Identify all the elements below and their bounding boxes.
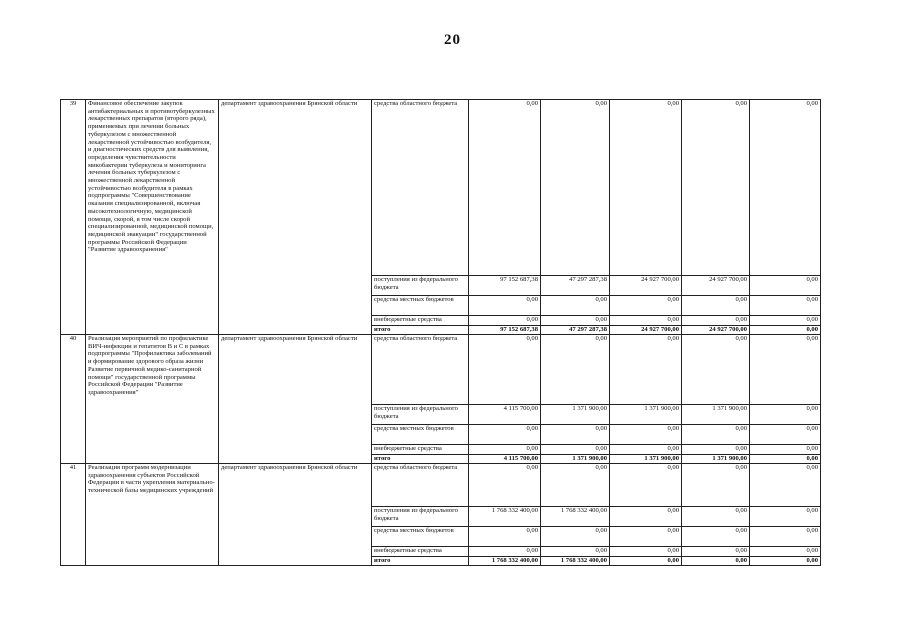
value-cell: 0,00: [610, 316, 682, 326]
value-cell: 0,00: [750, 464, 821, 507]
value-cell: 4 115 700,00: [469, 455, 541, 464]
value-cell: 0,00: [610, 557, 682, 566]
value-cell: 0,00: [750, 326, 821, 335]
value-cell: 0,00: [469, 316, 541, 326]
row-number: 41: [61, 464, 86, 566]
source-label: итого: [372, 326, 469, 335]
value-cell: 0,00: [682, 316, 750, 326]
table-row: [61, 100, 821, 276]
value-cell: 0,00: [682, 464, 750, 507]
value-cell: 0,00: [541, 464, 610, 507]
value-cell: 0,00: [469, 464, 541, 507]
value-cell: 1 371 900,00: [682, 405, 750, 425]
value-cell: 0,00: [541, 316, 610, 326]
value-cell: 97 152 687,38: [469, 326, 541, 335]
value-cell: 0,00: [610, 547, 682, 557]
value-cell: 1 371 900,00: [682, 455, 750, 464]
value-cell: 0,00: [750, 316, 821, 326]
value-cell: 0,00: [682, 445, 750, 455]
value-cell: 1 768 332 400,00: [469, 557, 541, 566]
value-cell: 0,00: [750, 276, 821, 296]
source-label: средства местных бюджетов: [372, 296, 469, 316]
value-cell: 4 115 700,00: [469, 405, 541, 425]
value-cell: 0,00: [682, 335, 750, 405]
value-cell: 47 297 287,38: [541, 276, 610, 296]
value-cell: 0,00: [750, 100, 821, 276]
source-label: итого: [372, 557, 469, 566]
value-cell: 0,00: [469, 547, 541, 557]
executor: департамент здравоохранения Брянской области: [219, 464, 372, 566]
executor: департамент здравоохранения Брянской области: [219, 335, 372, 464]
value-cell: 0,00: [610, 425, 682, 445]
value-cell: 0,00: [750, 455, 821, 464]
value-cell: 0,00: [541, 445, 610, 455]
value-cell: 24 927 700,00: [610, 276, 682, 296]
source-label: внебюджетные средства: [372, 445, 469, 455]
value-cell: 0,00: [682, 296, 750, 316]
value-cell: 0,00: [469, 445, 541, 455]
value-cell: 0,00: [541, 100, 610, 276]
value-cell: 0,00: [610, 507, 682, 527]
page-number: 20: [444, 32, 461, 48]
row-number: 39: [61, 100, 86, 335]
value-cell: 0,00: [469, 100, 541, 276]
source-label: средства областного бюджета: [372, 100, 469, 276]
value-cell: 0,00: [750, 405, 821, 425]
source-label: поступления из федерального бюджета: [372, 405, 469, 425]
source-label: средства местных бюджетов: [372, 425, 469, 445]
value-cell: 0,00: [682, 100, 750, 276]
value-cell: 1 768 332 400,00: [541, 557, 610, 566]
value-cell: 24 927 700,00: [610, 326, 682, 335]
value-cell: 0,00: [541, 296, 610, 316]
source-label: средства местных бюджетов: [372, 527, 469, 547]
value-cell: 0,00: [541, 335, 610, 405]
value-cell: 1 371 900,00: [541, 405, 610, 425]
value-cell: 1 768 332 400,00: [541, 507, 610, 527]
row-number: 40: [61, 335, 86, 464]
table-row: [61, 464, 821, 507]
value-cell: 0,00: [750, 425, 821, 445]
value-cell: 24 927 700,00: [682, 276, 750, 296]
value-cell: 0,00: [610, 527, 682, 547]
value-cell: 0,00: [750, 445, 821, 455]
source-label: поступления из федерального бюджета: [372, 276, 469, 296]
table-row: [61, 335, 821, 405]
value-cell: 0,00: [469, 296, 541, 316]
value-cell: 0,00: [750, 547, 821, 557]
value-cell: 0,00: [682, 507, 750, 527]
source-label: внебюджетные средства: [372, 547, 469, 557]
value-cell: 47 297 287,38: [541, 326, 610, 335]
value-cell: 0,00: [610, 445, 682, 455]
value-cell: 1 768 332 400,00: [469, 507, 541, 527]
budget-table: [60, 99, 821, 566]
value-cell: 0,00: [469, 335, 541, 405]
source-label: средства областного бюджета: [372, 335, 469, 405]
measure-description: Реализация программ модернизации здравоохранения субъектов Российской Федерации в части укрепления материально-технической базы медицинских учреждений: [86, 464, 219, 566]
value-cell: 0,00: [682, 425, 750, 445]
value-cell: 97 152 687,38: [469, 276, 541, 296]
value-cell: 0,00: [541, 547, 610, 557]
value-cell: 0,00: [750, 507, 821, 527]
value-cell: 1 371 900,00: [610, 455, 682, 464]
executor: департамент здравоохранения Брянской области: [219, 100, 372, 335]
value-cell: 24 927 700,00: [682, 326, 750, 335]
value-cell: 0,00: [610, 100, 682, 276]
value-cell: 1 371 900,00: [541, 455, 610, 464]
value-cell: 0,00: [750, 335, 821, 405]
value-cell: 0,00: [750, 527, 821, 547]
source-label: средства областного бюджета: [372, 464, 469, 507]
measure-description: Реализация мероприятий по профилактике ВИЧ-инфекции и гепатитов В и С в рамках подпрограммы "Профилактика заболеваний и формирование здорового образа жизни Развитие первичной медико-санитарной помощи" государственной программы Российской Федерации "Развитие здравоохранения": [86, 335, 219, 464]
value-cell: 0,00: [682, 557, 750, 566]
value-cell: 0,00: [541, 527, 610, 547]
value-cell: 0,00: [682, 547, 750, 557]
source-label: поступления из федерального бюджета: [372, 507, 469, 527]
value-cell: 0,00: [610, 335, 682, 405]
measure-description: Финансовое обеспечение закупок антибактериальных и противотуберкулезных лекарственных препаратов (второго ряда), применяемых при лечении больных туберкулезом с множественной лекарственной устойчивостью возбудителя, и диагностических средств для выявления, определения чувствительности микобактерии туберкулеза и мониторинга лечения больных туберкулезом с множественной лекарственной устойчивостью возбудителя в рамках подпрограммы "Совершенствование оказания специализированной, включая высокотехнологичную, медицинской помощи, скорой, в том числе скорой специализированной, медицинской помощи, медицинской эвакуации" государственной программы Российской Федерации "Развитие здравоохранения": [86, 100, 219, 335]
value-cell: 0,00: [750, 557, 821, 566]
value-cell: 0,00: [469, 527, 541, 547]
value-cell: 0,00: [610, 296, 682, 316]
value-cell: 0,00: [469, 425, 541, 445]
value-cell: 0,00: [750, 296, 821, 316]
value-cell: 1 371 900,00: [610, 405, 682, 425]
source-label: внебюджетные средства: [372, 316, 469, 326]
value-cell: 0,00: [610, 464, 682, 507]
value-cell: 0,00: [541, 425, 610, 445]
source-label: итого: [372, 455, 469, 464]
value-cell: 0,00: [682, 527, 750, 547]
